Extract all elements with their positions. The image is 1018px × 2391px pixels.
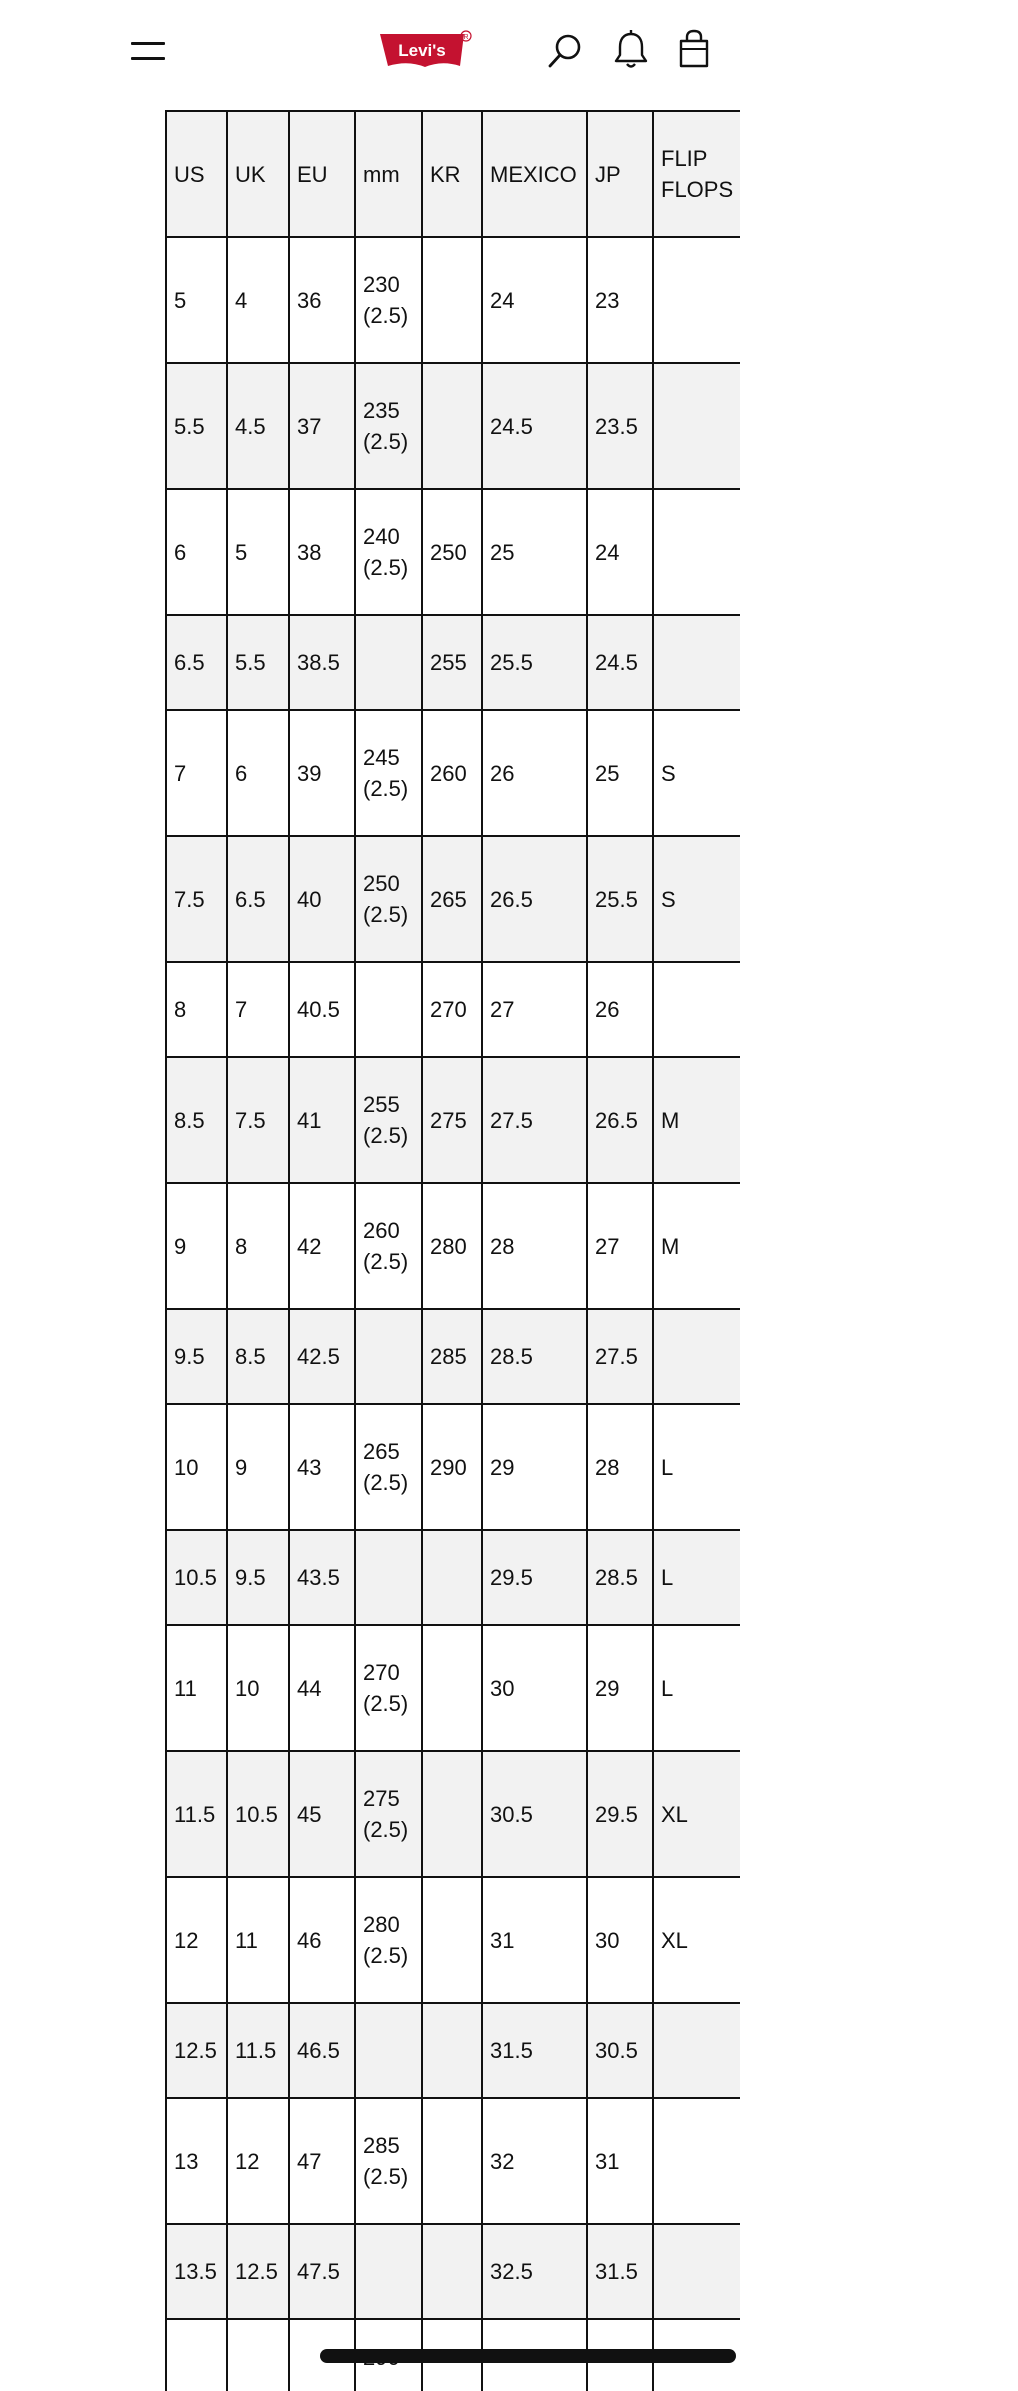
table-cell: 40: [289, 836, 355, 962]
table-cell: [653, 237, 740, 363]
table-cell: 7.5: [227, 1057, 289, 1183]
table-cell: 280 (2.5): [355, 1877, 422, 2003]
table-cell: 27.5: [482, 1057, 587, 1183]
table-cell: 24: [482, 237, 587, 363]
table-row: [166, 710, 740, 836]
table-cell: 28.5: [482, 1309, 587, 1404]
column-header: JP: [587, 111, 653, 237]
table-cell: 9: [227, 1404, 289, 1530]
table-row: [166, 1877, 740, 2003]
column-header: KR: [422, 111, 482, 237]
table-cell: 32: [482, 2098, 587, 2224]
table-row: [166, 363, 740, 489]
table-cell: 6: [166, 489, 227, 615]
table-cell: 36: [289, 237, 355, 363]
table-cell: 280: [422, 1183, 482, 1309]
table-row: [166, 1625, 740, 1751]
table-header-row: [166, 111, 740, 237]
table-cell: [653, 962, 740, 1057]
table-cell: 31: [482, 1877, 587, 2003]
table-cell: 11: [227, 1877, 289, 2003]
table-cell: 10.5: [166, 1530, 227, 1625]
table-cell: 7: [166, 710, 227, 836]
table-row: [166, 237, 740, 363]
table-row: [166, 962, 740, 1057]
table-cell: 7: [227, 962, 289, 1057]
table-cell: 38.5: [289, 615, 355, 710]
table-cell: 42.5: [289, 1309, 355, 1404]
table-cell: 6.5: [227, 836, 289, 962]
table-cell: 26: [587, 962, 653, 1057]
levis-logo[interactable]: [378, 30, 472, 74]
table-cell: 240 (2.5): [355, 489, 422, 615]
table-cell: 9.5: [227, 1530, 289, 1625]
table-cell: M: [653, 1057, 740, 1183]
table-cell: 8: [166, 962, 227, 1057]
table-cell: 255 (2.5): [355, 1057, 422, 1183]
table-cell: [422, 363, 482, 489]
table-cell: 38: [289, 489, 355, 615]
table-cell: XL: [653, 1877, 740, 2003]
table-cell: [653, 2224, 740, 2319]
table-cell: 265: [422, 836, 482, 962]
table-cell: 250: [422, 489, 482, 615]
table-row: [166, 2224, 740, 2319]
table-cell: L: [653, 1404, 740, 1530]
table-cell: 6: [227, 710, 289, 836]
table-cell: [653, 2003, 740, 2098]
home-indicator: [320, 2349, 736, 2363]
table-cell: 235 (2.5): [355, 363, 422, 489]
table-cell: L: [653, 1625, 740, 1751]
table-cell: 30: [482, 1625, 587, 1751]
bell-icon[interactable]: [611, 28, 651, 72]
table-cell: [422, 2098, 482, 2224]
table-cell: 28: [482, 1183, 587, 1309]
table-cell: 44: [289, 1625, 355, 1751]
table-cell: [422, 2003, 482, 2098]
table-row: [166, 1057, 740, 1183]
table-cell: [653, 363, 740, 489]
table-cell: 41: [289, 1057, 355, 1183]
table-cell: 30.5: [587, 2003, 653, 2098]
table-cell: 265 (2.5): [355, 1404, 422, 1530]
column-header: UK: [227, 111, 289, 237]
table-cell: 260: [422, 710, 482, 836]
table-cell: [422, 1877, 482, 2003]
table-cell: 4.5: [227, 363, 289, 489]
table-cell: 9: [166, 1183, 227, 1309]
table-cell: 24.5: [482, 363, 587, 489]
table-cell: 37: [289, 363, 355, 489]
table-cell: 42: [289, 1183, 355, 1309]
table-cell: [355, 1530, 422, 1625]
table-cell: 27: [587, 1183, 653, 1309]
search-icon[interactable]: [545, 28, 585, 72]
table-row: [166, 836, 740, 962]
table-cell: 6.5: [166, 615, 227, 710]
table-cell: [166, 2319, 227, 2391]
table-cell: M: [653, 1183, 740, 1309]
table-cell: 260 (2.5): [355, 1183, 422, 1309]
table-cell: 27: [482, 962, 587, 1057]
table-cell: 5: [166, 237, 227, 363]
table-cell: 47.5: [289, 2224, 355, 2319]
table-cell: XL: [653, 1751, 740, 1877]
table-cell: 245 (2.5): [355, 710, 422, 836]
size-chart-container[interactable]: [165, 110, 740, 2391]
table-cell: 43.5: [289, 1530, 355, 1625]
table-cell: [355, 962, 422, 1057]
size-conversion-table: [165, 110, 740, 2391]
table-row: [166, 1530, 740, 1625]
table-cell: 255: [422, 615, 482, 710]
table-cell: 5.5: [227, 615, 289, 710]
column-header: FLIP FLOPS: [653, 111, 740, 237]
table-cell: 26: [482, 710, 587, 836]
table-cell: 10.5: [227, 1751, 289, 1877]
table-row: [166, 2003, 740, 2098]
table-cell: 30.5: [482, 1751, 587, 1877]
top-header: [0, 0, 1018, 104]
table-cell: 12.5: [166, 2003, 227, 2098]
table-cell: 29.5: [482, 1530, 587, 1625]
table-cell: 13.5: [166, 2224, 227, 2319]
table-cell: 9.5: [166, 1309, 227, 1404]
table-row: [166, 1183, 740, 1309]
column-header: MEXICO: [482, 111, 587, 237]
table-row: [166, 1404, 740, 1530]
table-cell: 11.5: [166, 1751, 227, 1877]
table-cell: 45: [289, 1751, 355, 1877]
table-cell: 29: [482, 1404, 587, 1530]
column-header: US: [166, 111, 227, 237]
shopping-bag-icon[interactable]: [674, 28, 714, 72]
table-cell: 8.5: [166, 1057, 227, 1183]
table-cell: 26.5: [482, 836, 587, 962]
table-cell: 11.5: [227, 2003, 289, 2098]
table-cell: [653, 615, 740, 710]
table-cell: 5: [227, 489, 289, 615]
table-cell: 7.5: [166, 836, 227, 962]
table-row: [166, 2098, 740, 2224]
table-cell: 8.5: [227, 1309, 289, 1404]
table-cell: 23.5: [587, 363, 653, 489]
table-cell: 39: [289, 710, 355, 836]
table-cell: [422, 1625, 482, 1751]
table-cell: 47: [289, 2098, 355, 2224]
table-cell: 25.5: [482, 615, 587, 710]
table-cell: 13: [166, 2098, 227, 2224]
table-cell: [653, 2098, 740, 2224]
svg-text:Levi's: Levi's: [398, 41, 446, 60]
table-cell: [227, 2319, 289, 2391]
table-cell: 43: [289, 1404, 355, 1530]
table-cell: [422, 2224, 482, 2319]
column-header: EU: [289, 111, 355, 237]
hamburger-menu-icon[interactable]: [131, 38, 165, 64]
table-cell: 230 (2.5): [355, 237, 422, 363]
column-header: mm: [355, 111, 422, 237]
table-cell: 10: [227, 1625, 289, 1751]
table-cell: 25.5: [587, 836, 653, 962]
table-cell: 32.5: [482, 2224, 587, 2319]
table-cell: 4: [227, 237, 289, 363]
table-row: [166, 615, 740, 710]
table-cell: 28.5: [587, 1530, 653, 1625]
table-cell: 275: [422, 1057, 482, 1183]
table-body: [166, 237, 740, 2391]
table-cell: [355, 2224, 422, 2319]
table-cell: 24.5: [587, 615, 653, 710]
table-cell: [422, 237, 482, 363]
svg-text:R: R: [463, 34, 469, 41]
table-cell: 46: [289, 1877, 355, 2003]
table-cell: 24: [587, 489, 653, 615]
table-cell: 40.5: [289, 962, 355, 1057]
table-cell: [355, 2003, 422, 2098]
table-cell: 12: [227, 2098, 289, 2224]
table-cell: 31: [587, 2098, 653, 2224]
table-cell: 5.5: [166, 363, 227, 489]
table-cell: 12: [166, 1877, 227, 2003]
table-cell: 275 (2.5): [355, 1751, 422, 1877]
table-cell: 29: [587, 1625, 653, 1751]
table-cell: S: [653, 710, 740, 836]
table-cell: 23: [587, 237, 653, 363]
table-cell: 270: [422, 962, 482, 1057]
table-cell: [355, 615, 422, 710]
table-cell: 30: [587, 1877, 653, 2003]
table-cell: [422, 1530, 482, 1625]
table-cell: [653, 1309, 740, 1404]
table-cell: 285 (2.5): [355, 2098, 422, 2224]
table-cell: 31.5: [587, 2224, 653, 2319]
table-cell: L: [653, 1530, 740, 1625]
table-cell: 11: [166, 1625, 227, 1751]
table-cell: 10: [166, 1404, 227, 1530]
table-cell: [653, 489, 740, 615]
table-cell: 27.5: [587, 1309, 653, 1404]
table-cell: [422, 1751, 482, 1877]
table-cell: 285: [422, 1309, 482, 1404]
table-cell: 25: [482, 489, 587, 615]
table-cell: 8: [227, 1183, 289, 1309]
table-cell: 270 (2.5): [355, 1625, 422, 1751]
table-cell: 46.5: [289, 2003, 355, 2098]
table-cell: S: [653, 836, 740, 962]
table-cell: 250 (2.5): [355, 836, 422, 962]
table-row: [166, 1309, 740, 1404]
table-cell: 28: [587, 1404, 653, 1530]
table-row: [166, 1751, 740, 1877]
table-row: [166, 489, 740, 615]
table-cell: 31.5: [482, 2003, 587, 2098]
table-cell: 290: [422, 1404, 482, 1530]
table-cell: [355, 1309, 422, 1404]
table-cell: 26.5: [587, 1057, 653, 1183]
table-cell: 12.5: [227, 2224, 289, 2319]
table-cell: 25: [587, 710, 653, 836]
table-cell: 29.5: [587, 1751, 653, 1877]
